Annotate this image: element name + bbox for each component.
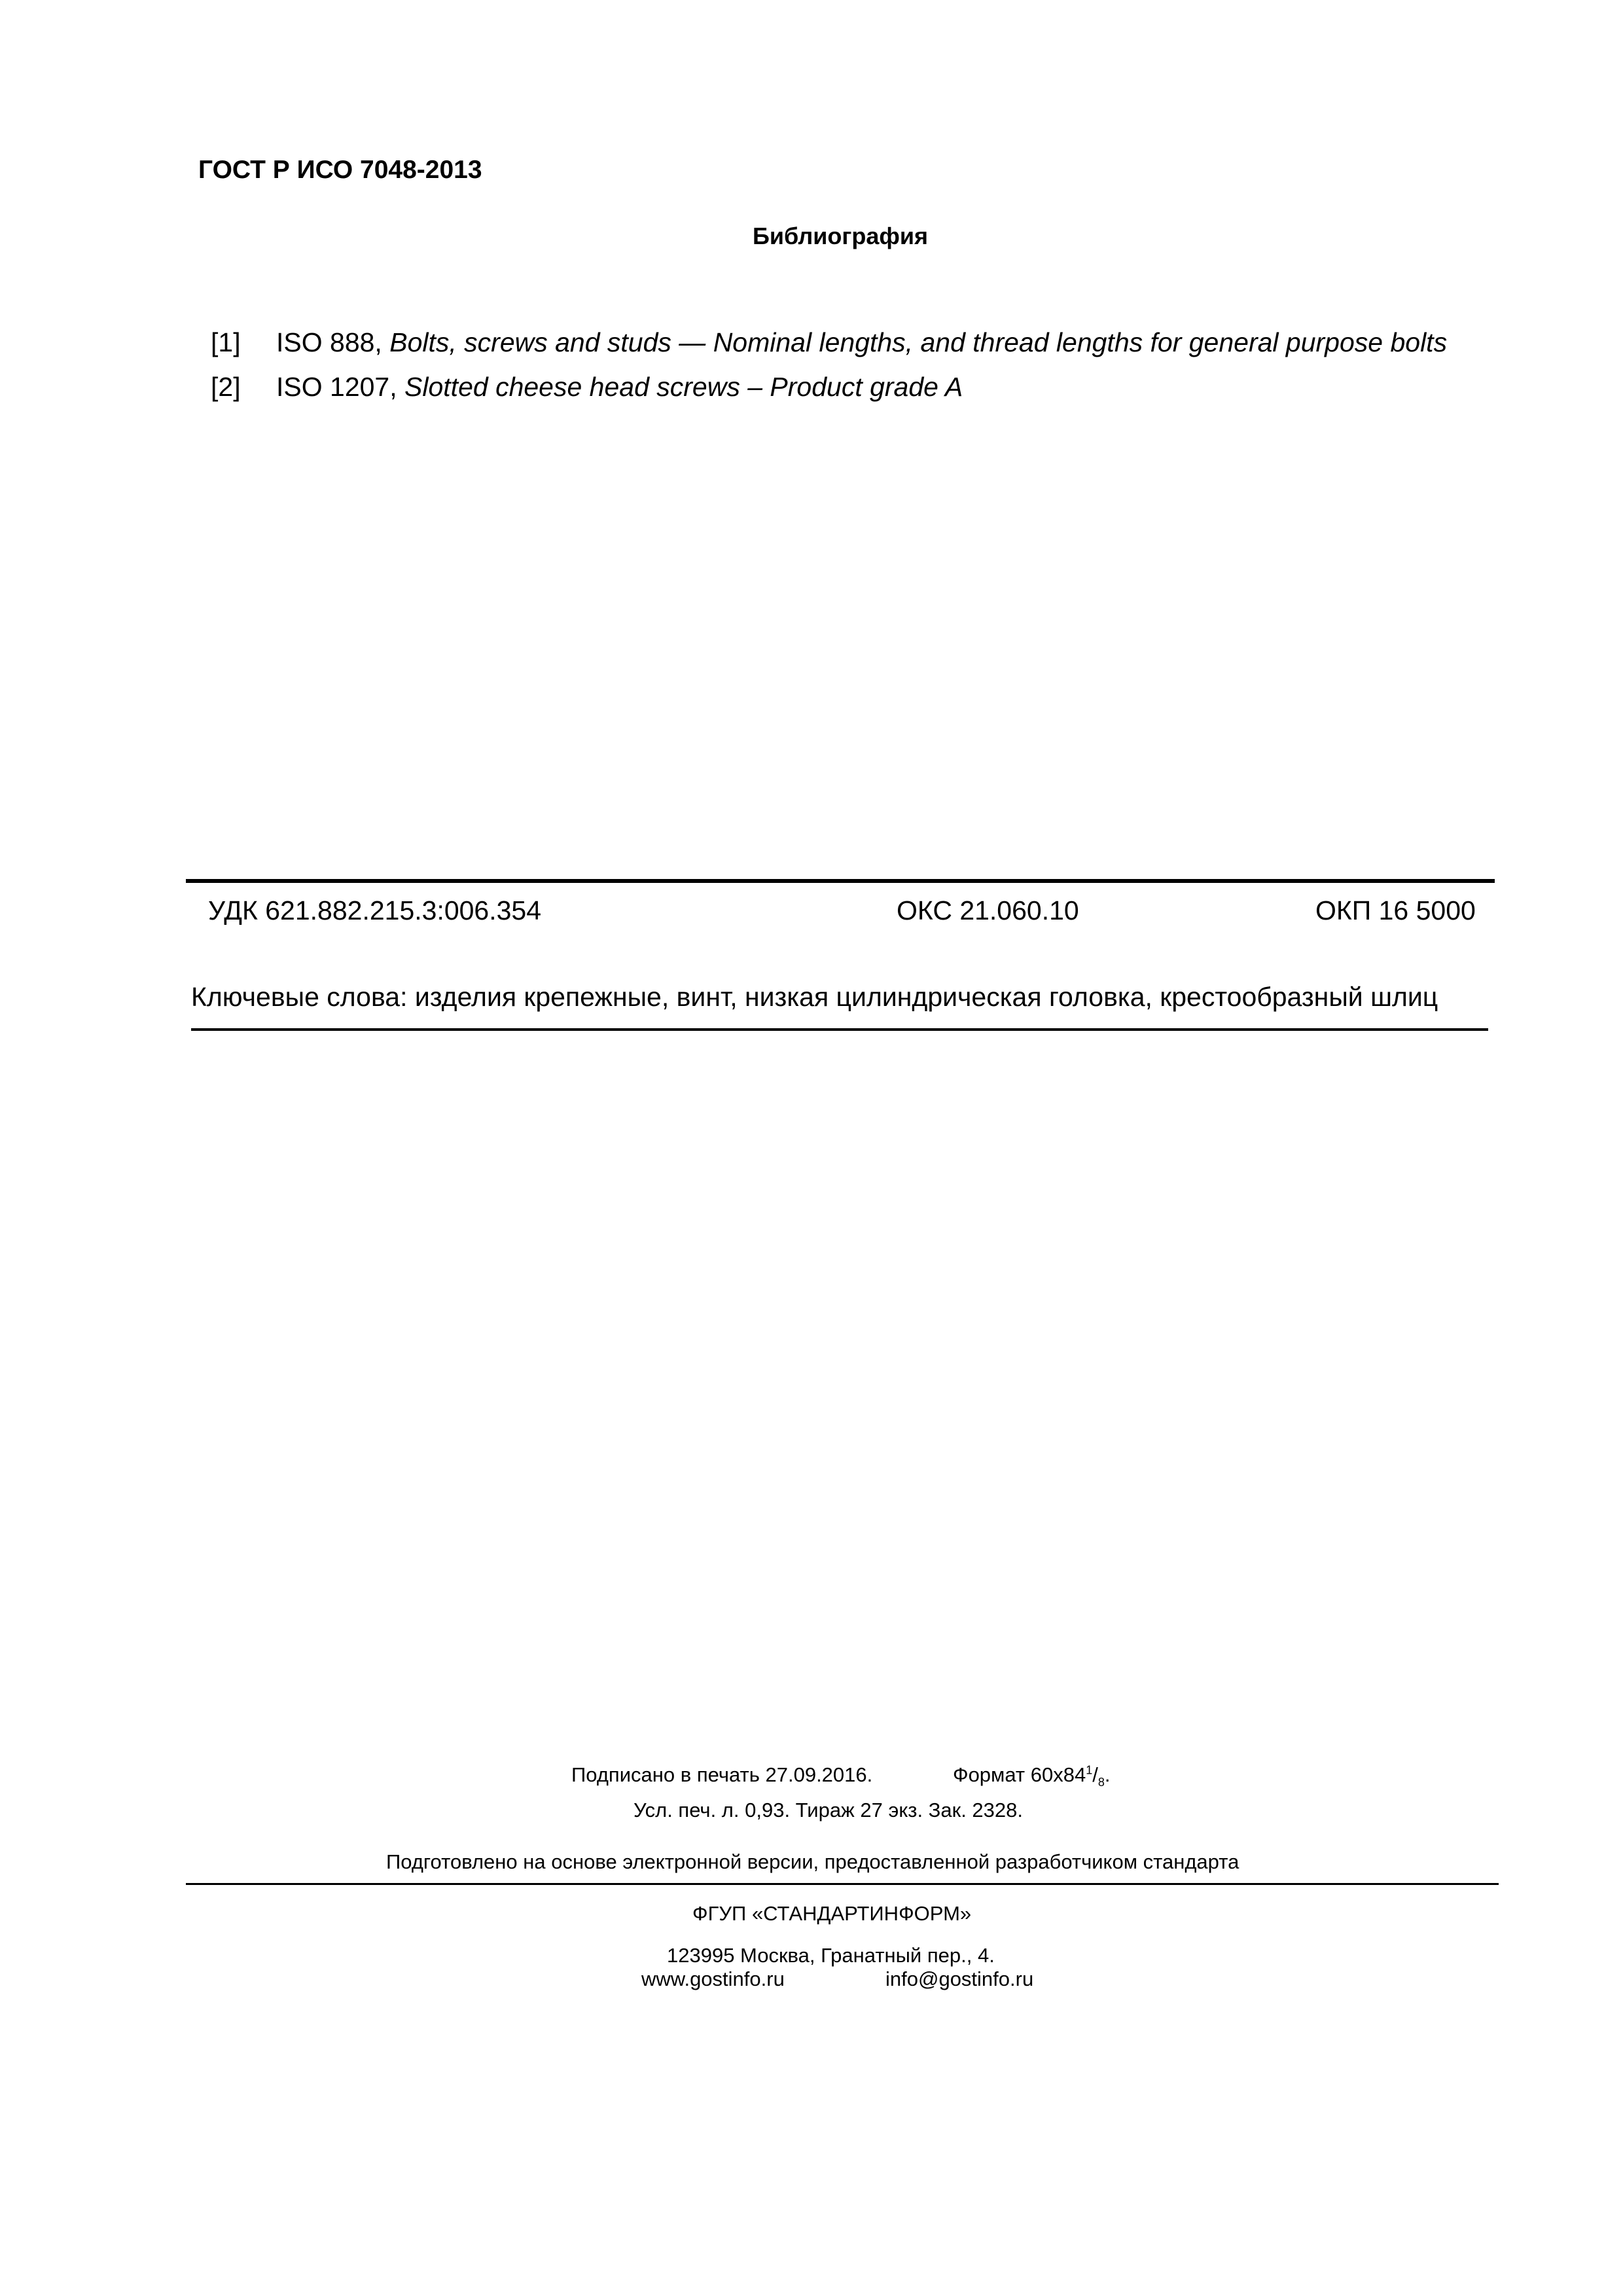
keywords-bottom-rule: [191, 1028, 1488, 1031]
publisher-address: 123995 Москва, Гранатный пер., 4.: [667, 1944, 995, 1967]
oks-code: ОКС 21.060.10: [897, 895, 1079, 925]
format-label: Формат 60x84: [953, 1763, 1086, 1786]
format-denominator: 8: [1097, 1776, 1105, 1789]
format-tail: .: [1104, 1763, 1111, 1786]
udk-code: УДК 621.882.215.3:006.354: [208, 895, 542, 925]
bibliography-title: Библиография: [753, 223, 928, 249]
signed-date: Подписано в печать 27.09.2016.: [571, 1763, 873, 1786]
imprint-rule: [186, 1883, 1499, 1885]
format-numerator: 1: [1086, 1763, 1093, 1777]
ref-number: [1]: [211, 327, 241, 357]
page-header-standard: ГОСТ Р ИСО 7048-2013: [198, 156, 482, 184]
paper-format: Формат $60x84^1/_8$.: [953, 1763, 1111, 1789]
publisher-website: www.gostinfo.ru: [641, 1967, 785, 1990]
bibliography-ref-2: [211, 372, 963, 403]
keywords: Ключевые слова: изделия крепежные, винт, низкая цилиндрическая головка, крестообразный шлиц: [191, 982, 1438, 1012]
ref-number: [2]: [211, 372, 241, 402]
ref-code: ISO 1207,: [276, 372, 397, 402]
publisher-name: ФГУП «СТАНДАРТИНФОРМ»: [692, 1902, 972, 1925]
prepared-note: Подготовлено на основе электронной версии, предоставленной разработчиком стандарта: [386, 1850, 1240, 1873]
ref-code: ISO 888,: [276, 327, 382, 357]
publisher-email: info@gostinfo.ru: [885, 1967, 1034, 1990]
bibliography-ref-1: [211, 327, 1447, 358]
ref-title: Slotted cheese head screws – Product grade A: [404, 372, 963, 402]
classification-top-rule: [186, 879, 1495, 883]
okp-code: ОКП 16 5000: [1315, 895, 1476, 925]
ref-title: Bolts, screws and studs — Nominal lengths, and thread lengths for general purpose bolts: [389, 327, 1448, 357]
print-info: Усл. печ. л. 0,93. Тираж 27 экз. Зак. 2328.: [633, 1799, 1023, 1821]
